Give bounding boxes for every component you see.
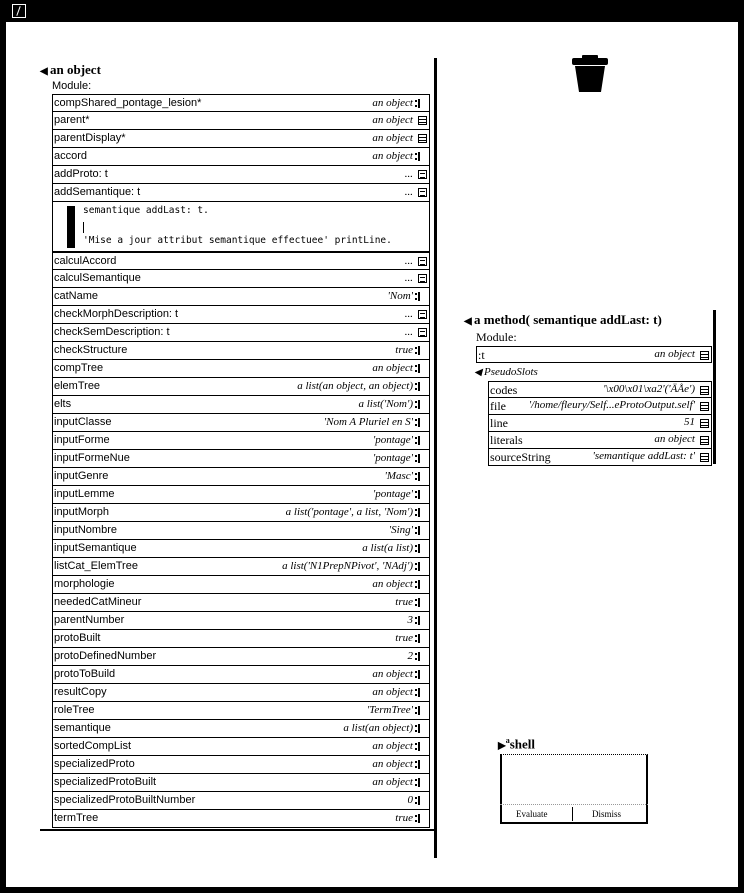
slot-list [476, 346, 712, 363]
colon-slot-icon[interactable] [418, 292, 427, 301]
slot-value[interactable]: an object [372, 150, 413, 162]
slot-value[interactable]: ... [404, 168, 413, 180]
slot-name: parentNumber [54, 614, 125, 626]
code-line: semantique addLast: t. [83, 205, 209, 216]
slot-value[interactable]: a list(an object) [343, 722, 413, 734]
slot-value[interactable]: 2 [407, 650, 413, 662]
slot-row[interactable] [52, 270, 430, 288]
slot-value[interactable]: a list(a list) [362, 542, 413, 554]
colon-slot-icon[interactable] [418, 418, 427, 427]
slot-value[interactable]: 'Nom' [387, 290, 413, 302]
colon-slot-icon[interactable] [418, 562, 427, 571]
slot-value[interactable]: 'pontage' [372, 434, 413, 446]
pseudo-slots-label: PseudoSlots [484, 366, 538, 378]
module-label: Module: [476, 330, 517, 344]
slot-value[interactable]: ... [404, 255, 413, 267]
slot-row[interactable] [488, 432, 712, 449]
slot-row[interactable] [52, 486, 430, 504]
slot-name: inputSemantique [54, 542, 137, 554]
colon-slot-icon[interactable] [418, 152, 427, 161]
slot-value[interactable]: ... [404, 326, 413, 338]
slot-name: inputClasse [54, 416, 112, 428]
slot-row[interactable] [52, 612, 430, 630]
slot-row[interactable] [52, 252, 430, 270]
outliner-title: an object [50, 62, 101, 77]
expand-triangle-icon[interactable]: ▶ [498, 740, 506, 752]
slot-row[interactable] [52, 360, 430, 378]
slot-name: sortedCompList [54, 740, 132, 752]
slot-value[interactable]: an object [654, 348, 695, 360]
slot-row[interactable] [488, 449, 712, 466]
slot-value[interactable]: ... [404, 272, 413, 284]
slot-name: inputNombre [54, 524, 117, 536]
slot-value[interactable]: an object [372, 686, 413, 698]
slot-name: specializedProto [54, 758, 135, 770]
colon-slot-icon[interactable] [418, 544, 427, 553]
colon-slot-icon[interactable] [418, 580, 427, 589]
slot-row[interactable] [488, 381, 712, 398]
slot-name: specializedProtoBuiltNumber [54, 794, 196, 806]
pseudo-slots-header[interactable] [474, 366, 538, 378]
slot-name: addSemantique: t [54, 186, 141, 198]
colon-slot-icon[interactable] [418, 742, 427, 751]
slot-value[interactable]: true [395, 596, 413, 608]
box-slot-icon[interactable] [418, 328, 427, 337]
slot-value[interactable]: a list('N1PrepNPivot', 'NAdj') [282, 560, 413, 572]
slot-value[interactable]: 'semantique addLast: t' [592, 450, 695, 462]
slot-value[interactable]: 0 [407, 794, 413, 806]
slot-row[interactable] [52, 810, 430, 828]
colon-slot-icon[interactable] [418, 760, 427, 769]
expand-triangle-icon[interactable]: ◀ [464, 316, 472, 327]
title-bar[interactable] [0, 0, 744, 22]
slot-value[interactable]: an object [372, 758, 413, 770]
slot-row[interactable] [488, 415, 712, 432]
colon-slot-icon[interactable] [418, 778, 427, 787]
lines-slot-icon[interactable] [700, 402, 709, 411]
colon-slot-icon[interactable] [418, 382, 427, 391]
slot-value[interactable]: 'Nom A Pluriel en S' [323, 416, 413, 428]
slot-value[interactable]: a list('pontage', a list, 'Nom') [285, 506, 413, 518]
box-slot-icon[interactable] [418, 170, 427, 179]
box-slot-icon[interactable] [418, 257, 427, 266]
colon-slot-icon[interactable] [418, 508, 427, 517]
slot-row[interactable] [52, 648, 430, 666]
slot-row[interactable] [52, 306, 430, 324]
pseudo-slot-list [488, 381, 712, 466]
slot-row[interactable] [52, 166, 430, 184]
slot-name: addProto: t [54, 168, 108, 180]
slot-value[interactable]: a list('Nom') [358, 398, 413, 410]
expand-triangle-icon[interactable]: ◀ [474, 367, 482, 378]
colon-slot-icon[interactable] [418, 436, 427, 445]
slot-name: protoBuilt [54, 632, 101, 644]
colon-slot-icon[interactable] [418, 472, 427, 481]
slot-value[interactable]: ... [404, 186, 413, 198]
shell-button-bar [500, 804, 648, 824]
outliner-header[interactable] [40, 62, 101, 78]
slot-name: sourceString [490, 450, 551, 464]
slot-value[interactable]: an object [372, 578, 413, 590]
slot-name: elemTree [54, 380, 101, 392]
slot-value[interactable]: '/home/fleury/Self...eProtoOutput.self' [528, 399, 695, 411]
slot-name: line [490, 416, 508, 430]
slot-row[interactable] [52, 756, 430, 774]
slot-row[interactable] [52, 504, 430, 522]
evaluate-button[interactable]: Evaluate [516, 809, 548, 819]
slot-name: neededCatMineur [54, 596, 142, 608]
slot-name: file [490, 399, 506, 413]
slot-name: protoDefinedNumber [54, 650, 157, 662]
outliner-scrollbar[interactable] [434, 58, 437, 858]
colon-slot-icon[interactable] [418, 616, 427, 625]
colon-slot-icon[interactable] [418, 724, 427, 733]
close-box-icon[interactable] [12, 4, 26, 18]
slot-name: listCat_ElemTree [54, 560, 138, 572]
colon-slot-icon[interactable] [418, 490, 427, 499]
slot-row[interactable] [52, 130, 430, 148]
colon-slot-icon[interactable] [418, 652, 427, 661]
slot-value[interactable]: an object [372, 114, 413, 126]
slot-name: specializedProtoBuilt [54, 776, 157, 788]
shell-title: shell [509, 736, 535, 752]
module-label: Module: [52, 80, 92, 92]
expand-triangle-icon[interactable]: ◀ [40, 66, 48, 77]
trash-icon[interactable] [570, 54, 610, 94]
lines-slot-icon[interactable] [700, 453, 709, 462]
slot-name: morphologie [54, 578, 115, 590]
slot-row[interactable] [52, 792, 430, 810]
slot-row[interactable] [52, 148, 430, 166]
slot-row[interactable] [52, 522, 430, 540]
slot-name: literals [490, 433, 523, 447]
slot-row[interactable] [52, 432, 430, 450]
slot-name: codes [490, 383, 518, 397]
colon-slot-icon[interactable] [418, 526, 427, 535]
slot-name: parent* [54, 114, 90, 126]
colon-slot-icon[interactable] [418, 400, 427, 409]
button-separator [646, 807, 647, 821]
slot-value[interactable]: an object [654, 433, 695, 445]
outliner-bottom-edge [40, 829, 435, 831]
slot-name: compTree [54, 362, 104, 374]
slot-value[interactable]: 'Masc' [384, 470, 413, 482]
outliner-scrollbar[interactable] [713, 310, 716, 464]
slot-row[interactable] [52, 112, 430, 130]
method-outliner[interactable] [464, 310, 716, 464]
colon-slot-icon[interactable] [418, 454, 427, 463]
shell-window[interactable] [496, 732, 656, 837]
box-slot-icon[interactable] [418, 188, 427, 197]
slot-row[interactable] [488, 398, 712, 415]
button-separator [572, 807, 573, 821]
slot-row[interactable] [52, 774, 430, 792]
slot-value[interactable]: an object [372, 668, 413, 680]
slot-row[interactable] [52, 666, 430, 684]
code-gutter-bar [67, 206, 75, 248]
self-world-desktop[interactable] [6, 22, 738, 887]
lines-slot-icon[interactable] [700, 386, 709, 395]
colon-slot-icon[interactable] [418, 796, 427, 805]
slot-row[interactable] [52, 594, 430, 612]
slot-row[interactable] [52, 576, 430, 594]
slot-row[interactable] [476, 346, 712, 363]
outliner-title: a method( semantique addLast: t) [474, 312, 662, 327]
slot-name: inputMorph [54, 506, 110, 518]
slot-name: calculAccord [54, 255, 117, 267]
colon-slot-icon[interactable] [418, 346, 427, 355]
slot-name: inputGenre [54, 470, 109, 482]
slot-value[interactable]: true [395, 812, 413, 824]
slot-row[interactable] [52, 184, 430, 202]
slot-row[interactable] [52, 558, 430, 576]
dismiss-button[interactable]: Dismiss [592, 809, 622, 819]
slot-name: checkStructure [54, 344, 128, 356]
slot-name: termTree [54, 812, 99, 824]
slot-row[interactable] [52, 342, 430, 360]
lines-slot-icon[interactable] [700, 419, 709, 428]
lines-slot-icon[interactable] [418, 116, 427, 125]
slot-name: inputLemme [54, 488, 115, 500]
slot-value[interactable]: 51 [684, 416, 695, 428]
colon-slot-icon[interactable] [418, 706, 427, 715]
box-slot-icon[interactable] [418, 274, 427, 283]
slot-value[interactable]: 3 [407, 614, 413, 626]
slot-name: calculSemantique [54, 272, 141, 284]
slot-name: :t [478, 348, 485, 362]
slot-row[interactable] [52, 684, 430, 702]
slot-name: catName [54, 290, 99, 302]
colon-slot-icon[interactable] [418, 598, 427, 607]
slot-row[interactable] [52, 630, 430, 648]
slot-row[interactable] [52, 540, 430, 558]
box-slot-icon[interactable] [418, 310, 427, 319]
slot-row[interactable] [52, 324, 430, 342]
colon-slot-icon[interactable] [418, 364, 427, 373]
slot-name: inputForme [54, 434, 110, 446]
lines-slot-icon[interactable] [418, 134, 427, 143]
slot-name: roleTree [54, 704, 95, 716]
colon-slot-icon[interactable] [418, 670, 427, 679]
slot-name: accord [54, 150, 88, 162]
slot-row[interactable] [52, 288, 430, 306]
slot-name: protoToBuild [54, 668, 116, 680]
slot-row[interactable] [52, 720, 430, 738]
slot-name: resultCopy [54, 686, 107, 698]
slot-value[interactable]: an object [372, 97, 413, 109]
slot-name: inputFormeNue [54, 452, 130, 464]
slot-row[interactable] [52, 94, 430, 112]
slot-name: checkMorphDescription: t [54, 308, 179, 320]
slot-value[interactable]: true [395, 344, 413, 356]
shell-header[interactable]: ▶$^a$shell [498, 736, 535, 752]
method-code-editor[interactable] [52, 202, 430, 252]
slot-row[interactable] [52, 738, 430, 756]
slot-list [52, 252, 430, 828]
slot-value[interactable]: a list(an object, an object) [297, 380, 413, 392]
slot-name: semantique [54, 722, 111, 734]
slot-row[interactable] [52, 702, 430, 720]
slot-value[interactable]: 'pontage' [372, 488, 413, 500]
object-outliner[interactable] [6, 22, 438, 834]
slot-list [52, 94, 430, 202]
slot-row[interactable] [52, 378, 430, 396]
code-line: 'Mise a jour attribut semantique effectuee' printLine. [83, 235, 392, 246]
slot-row[interactable] [52, 468, 430, 486]
colon-slot-icon[interactable] [418, 634, 427, 643]
lines-slot-icon[interactable] [700, 351, 709, 360]
lines-slot-icon[interactable] [700, 436, 709, 445]
colon-slot-icon[interactable] [418, 814, 427, 823]
slot-name: elts [54, 398, 72, 410]
button-separator [500, 807, 501, 821]
slot-value[interactable]: an object [372, 362, 413, 374]
slot-value[interactable]: 'TermTree' [366, 704, 413, 716]
slot-row[interactable] [52, 396, 430, 414]
colon-slot-icon[interactable] [418, 688, 427, 697]
slot-name: compShared_pontage_lesion* [54, 97, 202, 109]
slot-value[interactable]: an object [372, 740, 413, 752]
slot-value[interactable]: ... [404, 308, 413, 320]
text-cursor [83, 222, 84, 233]
slot-row[interactable] [52, 414, 430, 432]
slot-value[interactable]: true [395, 632, 413, 644]
slot-value[interactable]: '\x00\x01\xa2'('ÄÅe') [603, 383, 695, 395]
slot-name: parentDisplay* [54, 132, 126, 144]
slot-value[interactable]: 'Sing' [388, 524, 413, 536]
slot-value[interactable]: an object [372, 132, 413, 144]
slot-value[interactable]: an object [372, 776, 413, 788]
slot-row[interactable] [52, 450, 430, 468]
outliner-header[interactable] [464, 312, 662, 328]
slot-value[interactable]: 'pontage' [372, 452, 413, 464]
slot-name: checkSemDescription: t [54, 326, 170, 338]
colon-slot-icon[interactable] [418, 99, 427, 108]
